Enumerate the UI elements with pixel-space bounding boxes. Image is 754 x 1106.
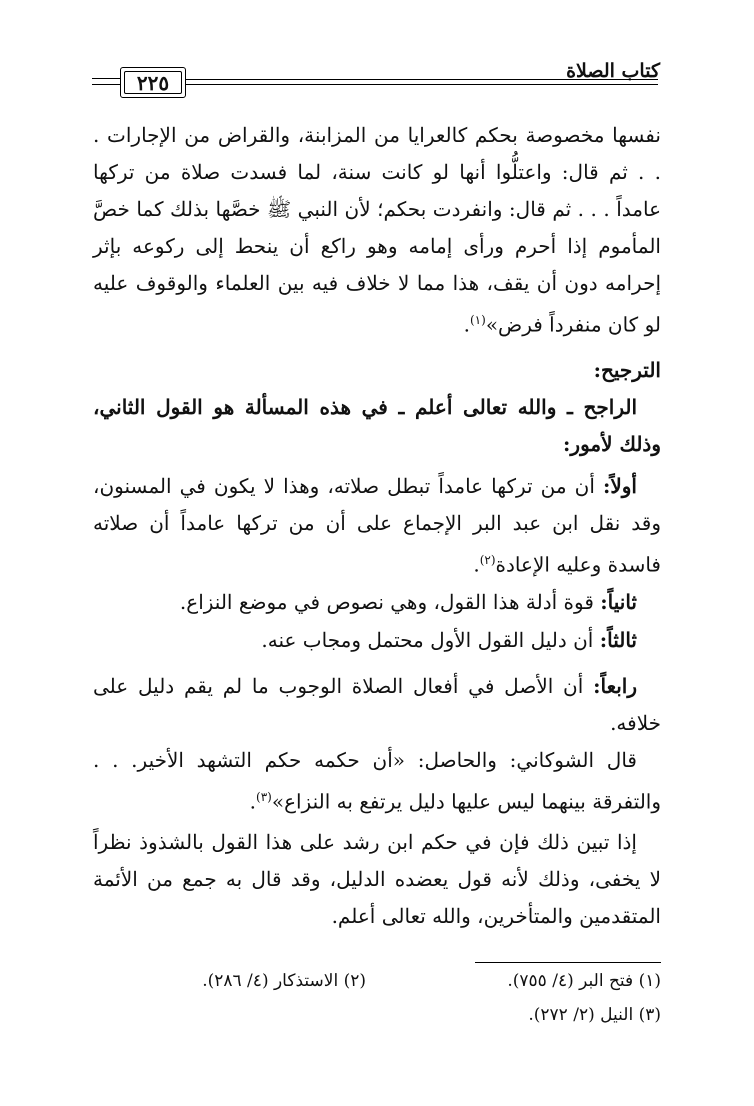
- footnote: (٢) الاستذكار (٤/ ٢٨٦).: [202, 971, 366, 991]
- paragraph-text: نفسها مخصوصة بحكم كالعرايا من المزابنة، والقراض من الإجارات . . . ثم قال: واعتلُّوا أنها لو كانت سنة، لما فسدت صلاة من تركها عامداً . . . ثم قال: وانفردت بحكم؛ لأن النبي ﷺ خصَّها بذلك كما خصَّ المأموم إذا أحرم ورأى إمامه وهو راكع أن ينحط إلى ركوعه بإثر إحرامه دون أن يقف، هذا مما لا خلاف فيه بين العلماء والوقوف عليه لو كان منفرداً فرض»: [93, 123, 661, 337]
- page-number: ٢٢٥: [136, 70, 170, 95]
- header-rule: [92, 78, 120, 79]
- page-number-frame: [120, 67, 186, 98]
- list-lead: ثالثاً:: [599, 628, 637, 652]
- paragraph-text: أن دليل القول الأول محتمل ومجاب عنه.: [261, 628, 594, 652]
- paragraph-text: أن الأصل في أفعال الصلاة الوجوب ما لم يقم دليل على خلافه.: [93, 674, 661, 735]
- footnote-ref[interactable]: (٣): [256, 790, 272, 804]
- footnote-ref[interactable]: (١): [469, 313, 486, 327]
- header-rule: [92, 84, 120, 85]
- paragraph: [93, 117, 661, 344]
- punctuation: .: [473, 552, 480, 577]
- paragraph: [93, 584, 661, 621]
- paragraph: [93, 389, 661, 463]
- paragraph-text: الراجح ـ والله تعالى أعلم ـ في هذه المسألة هو القول الثاني، وذلك لأمور:: [93, 395, 661, 456]
- paragraph-text: قوة أدلة هذا القول، وهي نصوص في موضع النزاع.: [179, 590, 594, 614]
- list-lead: أولاً:: [602, 474, 637, 498]
- header-rule: [186, 79, 658, 80]
- paragraph: [93, 668, 661, 742]
- paragraph-text: إذا تبين ذلك فإن في حكم ابن رشد على هذا القول بالشذوذ نظراً لا يخفى، وذلك لأنه قول يعضده الدليل، وقد قال به جمع من الأئمة المتقدمين والمتأخرين، والله تعالى أعلم.: [93, 830, 661, 928]
- list-lead: رابعاً:: [593, 674, 638, 698]
- paragraph: [93, 468, 661, 584]
- footnote-ref[interactable]: (٢): [479, 553, 496, 567]
- paragraph-text: قال الشوكاني: والحاصل: «أن حكمه حكم التشهد الأخير. . . والتفرقة بينهما ليس عليها دليل يرتفع به النزاع»: [93, 748, 661, 814]
- list-lead: ثانياً:: [600, 590, 637, 614]
- footnote: (٣) النيل (٢/ ٢٧٢).: [528, 1005, 661, 1025]
- punctuation: .: [463, 312, 470, 337]
- footnote-separator: [475, 962, 661, 963]
- footnote: (١) فتح البر (٤/ ٧٥٥).: [507, 971, 661, 991]
- header-rule: [186, 84, 658, 85]
- paragraph: [93, 622, 661, 659]
- paragraph-text: أن من تركها عامداً تبطل صلاته، وهذا لا يكون في المسنون، وقد نقل ابن عبد البر الإجماع على أن من تركها عامداً أن صلاته فاسدة وعليه الإعادة: [93, 474, 661, 577]
- section-heading: الترجيح:: [593, 358, 661, 382]
- running-title: كتاب الصلاة: [566, 60, 660, 82]
- punctuation: .: [249, 789, 256, 814]
- paragraph: [93, 824, 661, 935]
- paragraph: [93, 742, 661, 821]
